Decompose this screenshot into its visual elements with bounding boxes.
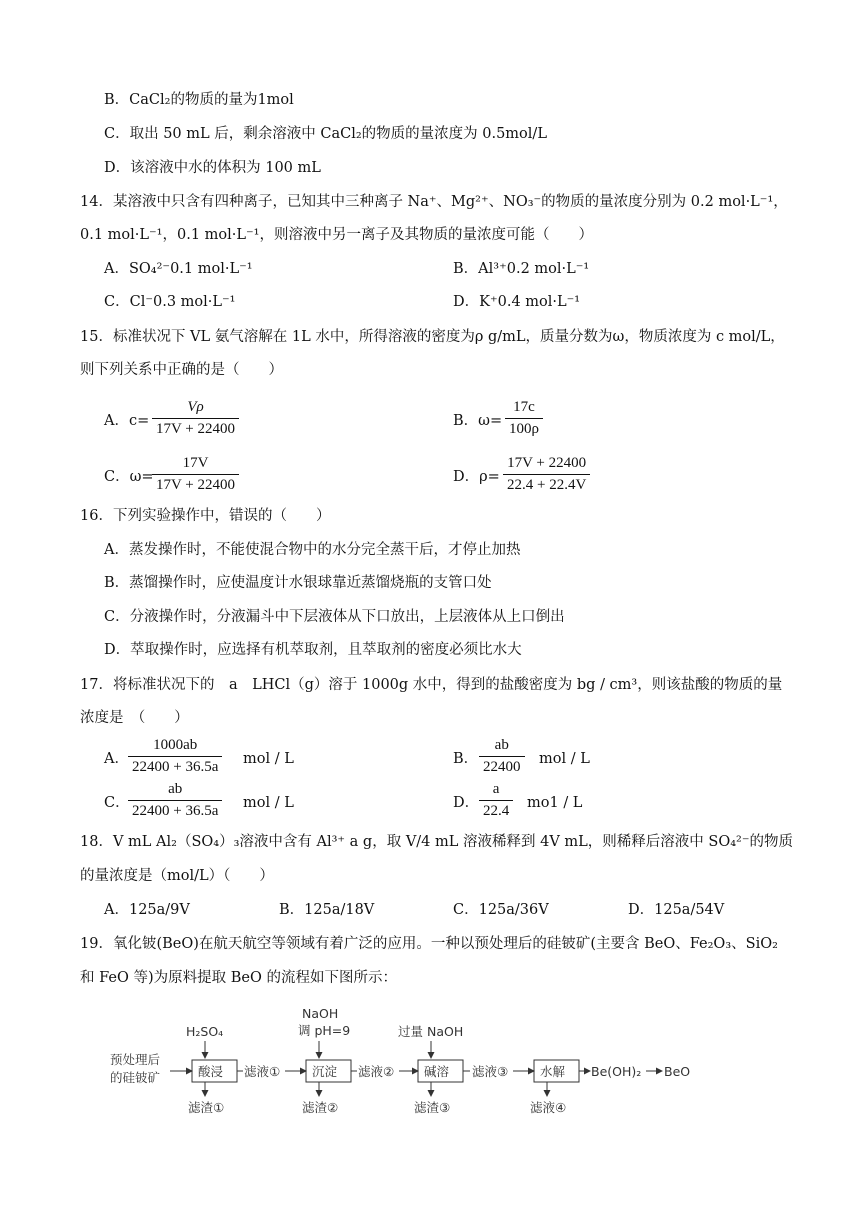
q15-option-b-denominator: 100ρ (505, 418, 543, 439)
q15-option-d-label: D．ρ= (453, 469, 500, 485)
q16-stem: 16．下列实验操作中，错误的（ ） (80, 508, 331, 524)
flow-filtrate-1: 滤液① (244, 1064, 281, 1079)
q17-option-a-fraction (128, 736, 222, 777)
flow-input-line1: 预处理后 (110, 1052, 161, 1067)
q16-option-a: A．蒸发操作时，不能使混合物中的水分完全蒸干后，才停止加热 (104, 542, 521, 558)
q17-option-c-fraction (128, 780, 222, 821)
flow-product-1: Be(OH)₂ (591, 1064, 642, 1079)
q15-option-a-denominator: 17V + 22400 (152, 418, 239, 439)
q17-option-b-denominator: 22400 (479, 756, 525, 777)
flow-step-2: 沉淀 (312, 1064, 338, 1079)
flow-step-3: 碱溶 (424, 1064, 450, 1079)
q17-option-d-denominator: 22.4 (479, 800, 513, 821)
q15-stem-line2: 则下列关系中正确的是（ ） (80, 362, 283, 378)
flow-reagent-2-line1: NaOH (302, 1006, 339, 1021)
flow-filtrate-2: 滤液② (358, 1064, 395, 1079)
q17-stem-line1: 17．将标准状况下的 a LHCl（g）溶于 1000g 水中，得到的盐酸密度为 bg / cm³，则该盐酸的物质的量 (80, 677, 783, 693)
q18-stem-line1: 18．V mL Al₂（SO₄）₃溶液中含有 Al³⁺ a g，取 V/4 mL 溶液稀释到 4V mL，则稀释后溶液中 SO₄²⁻的物质 (80, 834, 794, 850)
q15-option-d-fraction (503, 454, 590, 495)
q15-option-c-numerator: 17V (182, 455, 209, 471)
q15-option-b-fraction (505, 398, 543, 439)
q17-option-d-fraction (479, 780, 513, 821)
q15-option-b-label: B．ω= (453, 413, 503, 429)
q17-option-b-label: B． (453, 751, 479, 767)
flow-product-2: BeO (664, 1064, 691, 1079)
beo-process-flowchart (0, 1000, 860, 1130)
q17-option-c-unit: mol / L (243, 795, 294, 811)
q19-stem-line1: 19．氧化铍(BeO)在航天航空等领域有着广泛的应用。一种以预处理后的硅铍矿(主要含 BeO、Fe₂O₃、SiO₂ (80, 936, 778, 952)
q14-option-d: D．K⁺0.4 mol·L⁻¹ (453, 294, 581, 310)
q17-option-c-numerator: ab (168, 781, 183, 797)
flow-residue-3: 滤渣③ (414, 1100, 451, 1115)
flow-reagent-3: 过量 NaOH (398, 1024, 464, 1039)
q17-option-d-numerator: a (492, 781, 500, 797)
q15-option-b-numerator: 17c (513, 399, 535, 415)
q17-option-b-fraction (479, 736, 525, 777)
flow-step-1: 酸浸 (198, 1064, 224, 1079)
q13-option-b: B．CaCl₂的物质的量为1mol (104, 92, 294, 108)
q17-option-c-denominator: 22400 + 36.5a (128, 800, 222, 821)
q17-stem-line2: 浓度是 （ ） (80, 710, 189, 726)
q14-option-a: A．SO₄²⁻0.1 mol·L⁻¹ (104, 261, 253, 277)
flow-filtrate-3: 滤液③ (472, 1064, 509, 1079)
q15-option-a-label: A．c= (104, 413, 150, 429)
q18-option-a: A．125a/9V (104, 902, 190, 918)
q13-option-d: D．该溶液中水的体积为 100 mL (104, 160, 321, 176)
q15-option-c-denominator: 17V + 22400 (152, 474, 239, 495)
q14-stem-line1: 14．某溶液中只含有四种离子，已知其中三种离子 Na⁺、Mg²⁺、NO₃⁻的物质的量浓度分别为 0.2 mol·L⁻¹， (80, 194, 788, 210)
flow-step-4: 水解 (540, 1064, 566, 1079)
q18-option-b: B．125a/18V (279, 902, 375, 918)
q15-option-c-label: C．ω= (104, 469, 154, 485)
q13-option-c: C．取出 50 mL 后，剩余溶液中 CaCl₂的物质的量浓度为 0.5mol/L (104, 126, 547, 142)
q17-option-a-unit: mol / L (243, 751, 294, 767)
q17-option-b-numerator: ab (494, 737, 509, 753)
q14-option-b: B．Al³⁺0.2 mol·L⁻¹ (453, 261, 590, 277)
flow-residue-2: 滤渣② (302, 1100, 339, 1115)
q16-option-c: C．分液操作时，分液漏斗中下层液体从下口放出，上层液体从上口倒出 (104, 609, 565, 625)
flow-filtrate-4: 滤液④ (530, 1100, 567, 1115)
q18-option-d: D．125a/54V (628, 902, 725, 918)
q16-option-d: D．萃取操作时，应选择有机萃取剂，且萃取剂的密度必须比水大 (104, 642, 522, 658)
q18-stem-line2: 的量浓度是（mol/L）（ ） (80, 868, 274, 884)
q16-option-b: B．蒸馏操作时，应使温度计水银球靠近蒸馏烧瓶的支管口处 (104, 575, 492, 591)
q17-option-b-unit: mol / L (539, 751, 590, 767)
q15-stem-line1: 15．标准状况下 VL 氨气溶解在 1L 水中，所得溶液的密度为ρ g/mL，质量分数为ω，物质浓度为 c mol/L， (80, 329, 785, 345)
flow-reagent-2-line2: 调 pH=9 (298, 1023, 351, 1038)
q15-option-a-numerator: Vρ (187, 399, 204, 415)
q15-option-c-fraction (152, 454, 239, 495)
q15-option-d-denominator: 22.4 + 22.4V (503, 474, 590, 495)
q17-option-d-label: D． (453, 795, 480, 811)
flow-input-line2: 的硅铍矿 (110, 1070, 161, 1085)
q14-stem-line2: 0.1 mol·L⁻¹，0.1 mol·L⁻¹，则溶液中另一离子及其物质的量浓度可能（ ） (80, 227, 593, 243)
q17-option-a-numerator: 1000ab (153, 737, 198, 753)
q15-option-d-numerator: 17V + 22400 (507, 455, 587, 471)
q17-option-a-denominator: 22400 + 36.5a (128, 756, 222, 777)
flow-reagent-1: H₂SO₄ (186, 1024, 224, 1039)
q18-option-c: C．125a/36V (453, 902, 549, 918)
q17-option-a-label: A． (104, 751, 129, 767)
q17-option-d-unit: mo1 / L (527, 795, 583, 811)
q14-option-c: C．Cl⁻0.3 mol·L⁻¹ (104, 294, 236, 310)
q17-option-c-label: C． (104, 795, 130, 811)
q19-stem-line2: 和 FeO 等)为原料提取 BeO 的流程如下图所示： (80, 970, 397, 986)
flow-residue-1: 滤渣① (188, 1100, 225, 1115)
q15-option-a-fraction (152, 398, 239, 439)
